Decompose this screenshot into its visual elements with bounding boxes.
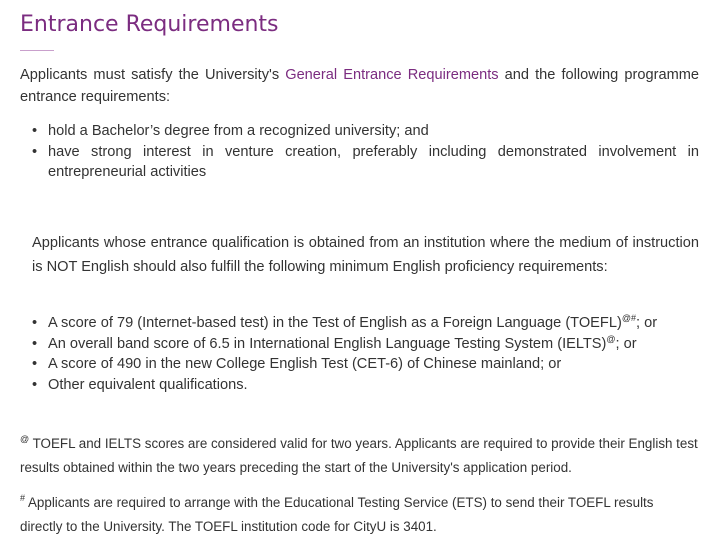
- list-item-text: hold a Bachelor’s degree from a recognized university; and: [48, 123, 429, 139]
- english-requirements-intro: Applicants whose entrance qualification is obtained from an institution where the medium of instruction is NOT English should also fulfill the following minimum English proficiency requirements:: [32, 235, 699, 275]
- footnote-marker: #: [20, 493, 26, 503]
- list-item-text: A score of 79 (Internet-based test) in the Test of English as a Foreign Language (TOEFL): [48, 315, 622, 331]
- intro-text-before: Applicants must satisfy the University's: [20, 67, 286, 83]
- list-item: [20, 121, 699, 142]
- list-item-suffix: ; or: [635, 315, 658, 331]
- bullet-icon: •: [32, 315, 38, 331]
- footnote: [20, 432, 699, 479]
- bullet-icon: •: [32, 335, 38, 352]
- list-item: [20, 375, 699, 396]
- list-item: [20, 313, 699, 334]
- footnote-marker: @: [20, 434, 30, 444]
- list-item-text: Other equivalent qualifications.: [48, 376, 248, 393]
- bullet-icon: •: [32, 376, 38, 393]
- english-requirements-list: [20, 313, 699, 395]
- footnote-marker: @: [606, 333, 616, 344]
- intro-text-after: and the following programme entrance requirements:: [20, 67, 699, 105]
- bullet-icon: •: [32, 356, 38, 372]
- section-title: Entrance Requirements: [20, 12, 279, 37]
- footnote-text: TOEFL and IELTS scores are considered valid for two years. Applicants are required to provide their English test results obtained within the two years preceding the start of the University's application period.: [20, 436, 698, 475]
- list-item-suffix: ; or: [615, 335, 637, 352]
- list-item-text: An overall band score of 6.5 in International English Language Testing System (IELTS): [48, 335, 607, 352]
- list-item: [20, 334, 699, 355]
- title-underline: [20, 50, 54, 51]
- footnote: [20, 491, 699, 538]
- footnote-text: Applicants are required to arrange with the Educational Testing Service (ETS) to send their TOEFL results directly to the University. The TOEFL institution code for CityU is 3401.: [20, 495, 654, 534]
- list-item-text: have strong interest in venture creation, preferably including demonstrated involvement in entrepreneurial activities: [48, 143, 699, 180]
- bullet-icon: •: [32, 123, 38, 139]
- general-entrance-requirements-link[interactable]: General Entrance Requirements: [285, 67, 499, 83]
- bullet-icon: •: [32, 143, 38, 160]
- footnote-marker: @#: [621, 313, 636, 323]
- list-item: [20, 142, 699, 183]
- list-item: [20, 354, 699, 375]
- programme-requirements-list: [20, 121, 699, 183]
- intro-paragraph: [20, 64, 699, 108]
- list-item-text: A score of 490 in the new College English Test (CET-6) of Chinese mainland; or: [48, 356, 562, 372]
